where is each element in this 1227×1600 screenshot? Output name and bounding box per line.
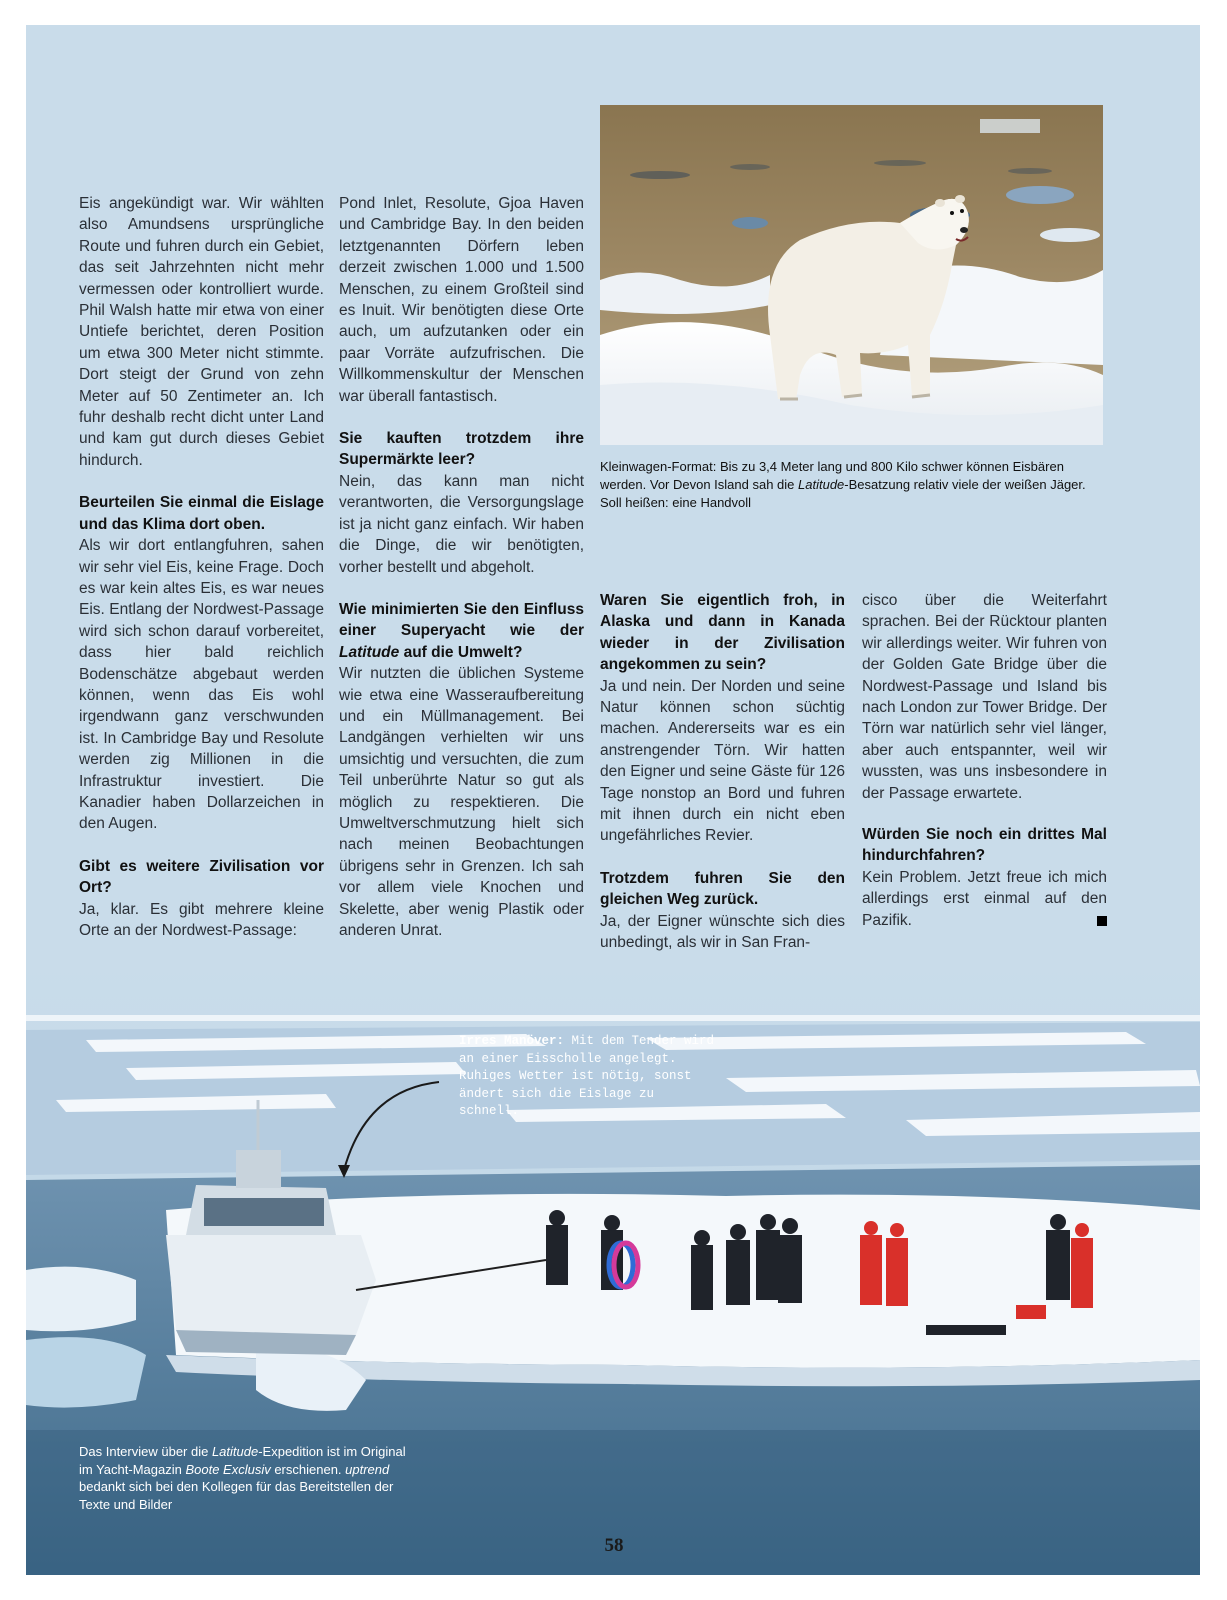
end-mark-icon [1097,916,1107,926]
text-column-2 [339,193,584,941]
bear-photo-caption [600,458,1100,512]
question-text: auf die Umwelt? [399,643,523,661]
interview-answer: Ja, klar. Es gibt mehrere kleine Orte an der Nordwest-Passage: [79,900,324,939]
paragraph: Eis angekündigt war. Wir wählten also Amundsens ursprüngliche Route und fuhren durch ein Gebiet, das seit Jahrzehnten nicht mehr vermessen oder kontrolliert wurde. Phil Walsh hatte mir etwa von einer Untiefe berichtet, deren Position um etwa 300 Meter nicht stimmte. Dort steigt der Grund von zehn Meter auf 50 Zentimeter an. Ich fuhr deshalb recht dicht unter Land und kam gut durch dieses Gebiet hindurch. [79,195,324,469]
credit-text: erschienen. [270,1461,346,1477]
polar-bear-photo [600,105,1103,445]
source-credit [79,1443,409,1513]
interview-answer: Ja und nein. Der Norden und seine Natur können schon süchtig machen. Andererseits war es ein anstrengender Törn. Wir hatten den Eigner und seine Gäste für 126 Tage nonstop an Bord und fuhren mit ihnen durch ein nicht eben ungefährliches Revier. [600,677,845,845]
interview-answer: Als wir dort entlangfuhren, sahen wir sehr viel Eis, keine Frage. Doch es war kein altes Eis, es war neues Eis. Entlang der Nordwest-Passage wird sich schon darauf vorbereitet, dass hier bald reichlich Bodenschätze abgebaut werden können, wenn das Eis wohl irgendwann ganz verschwunden ist. In Cambridge Bay und Resolute werden zig Millionen in die Infrastruktur investiert. Die Kanadier haben Dollarzeichen in den Augen. [79,537,324,833]
magazine-page [26,25,1200,1575]
interview-question: Gibt es weitere Zivilisation vor Ort? [79,857,324,897]
paragraph: Pond Inlet, Resolute, Gjoa Haven und Cambridge Bay. In den beiden letztgenannten Dörfern leben derzeit zwischen 1.000 und 1.500 Menschen, zu einem Großteil sind es Inuit. Wir benötigten diese Orte auch, um aufzutanken oder ein paar Vorräte aufzufrischen. Die Willkommenskultur der Menschen war überall fantastisch. [339,195,584,405]
answer-text: Kein Problem. Jetzt freue ich mich allerdings erst einmal auf den Pazifik. [862,868,1107,929]
tender-photo-caption [459,1033,719,1121]
interview-answer: Ja, der Eigner wünschte sich dies unbedingt, als wir in San Fran- [600,912,845,952]
text-column-3 [600,590,845,954]
publisher-name: uptrend [345,1461,390,1477]
interview-answer: Wir nutzten die üblichen Systeme wie etwa eine Wasseraufbereitung und ein Müllmanagement. Bei Landgängen verhielten wir uns umsichtig und versuchten, die zum Teil unberührte Natur so gut als möglich zu respektieren. Die Umweltverschmutzung hielt sich nach meinen Beobachtungen übrigens sehr in Grenzen. Ich sah vor allem viele Knochen und Skelette, aber wenig Plastik oder anderen Unrat. [339,665,584,939]
magazine-name: Boote Exclusiv [185,1461,271,1477]
caption-text: Mit dem Tender wird an einer Eisscholle angelegt. Ruhiges Wetter ist nötig, sonst ändert sich die Eislage zu schnell. [459,1034,715,1118]
caption-text: -Besatzung relativ viele der weißen Jäger. Soll heißen: eine Handvoll [600,477,1086,510]
interview-question [339,599,584,663]
credit-text: bedankt sich bei den Kollegen für das Bereitstellen der Texte und Bilder [79,1479,394,1512]
interview-question: Waren Sie eigentlich froh, in Alaska und dann in Kanada wieder in der Zivilisation angekommen zu sein? [600,592,845,674]
text-column-1 [79,193,324,941]
caption-text: Kleinwagen-Format: Bis zu 3,4 Meter lang und 800 Kilo schwer können Eisbären werden. Vor Devon Island sah die [600,459,1064,492]
interview-question: Trotzdem fuhren Sie den gleichen Weg zurück. [600,869,845,909]
paragraph: cisco über die Weiterfahrt sprachen. Bei der Rücktour planten wir allerdings weiter. Wir fuhren von der Golden Gate Bridge über die Nordwest-Passage und Island bis nach London zur Tower Bridge. Der Törn war natürlich sehr viel länger, aber auch entspannter, weil wir wussten, was uns insbesondere in der Passage erwartete. [862,592,1107,802]
question-text: Wie minimierten Sie den Einfluss einer Superyacht wie der [339,600,584,640]
yacht-name: Latitude [211,1444,259,1459]
interview-question: Sie kauften trotzdem ihre Supermärkte leer? [339,430,584,469]
credit-text: -Expedition ist im Original im Yacht-Magazin [79,1444,406,1477]
yacht-name: Latitude [798,477,845,492]
yacht-name: Latitude [339,643,400,661]
credit-text: Das Interview über die [79,1444,212,1459]
interview-question: Beurteilen Sie einmal die Eislage und das Klima dort oben. [79,494,324,533]
polar-bear-illustration [600,105,1103,445]
text-column-4 [862,590,1107,931]
interview-answer [862,867,1107,931]
page-number: 58 [604,1535,624,1556]
caption-heading: Irres Manöver: [459,1034,565,1048]
interview-question: Würden Sie noch ein drittes Mal hindurchfahren? [862,826,1107,865]
interview-answer: Nein, das kann man nicht verantworten, die Versorgungslage ist ja nicht ganz einfach. Wir haben die Dinge, die wir benötigten, vorher bestellt und abgeholt. [339,472,584,576]
